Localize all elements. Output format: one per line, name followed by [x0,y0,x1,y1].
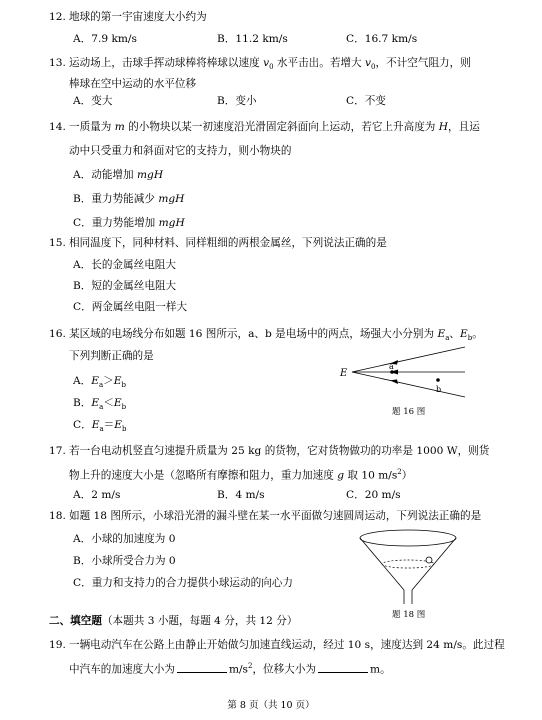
q12-stem [49,10,207,24]
q17-option-b: B．4 m/s [217,489,265,501]
q14-stem-line1 [49,120,480,134]
field-line-top [352,347,465,372]
q13-number: 13. [49,57,66,69]
q17-text-1: 若一台电动机竖直匀速提升质量为 25 kg 的货物，它对货物做功的功率是 1000 W，则货 [69,445,490,457]
Ea-symbol-b: E [91,397,100,409]
funnel-rim [360,530,456,546]
q19-unit-2: m [370,663,381,676]
q19-unit-1: m/s [228,663,248,676]
q16-number: 16. [49,328,66,340]
q12-option-c: C．16.7 km/s [346,33,418,45]
q19-text-2b: ，位移大小为 [252,663,317,676]
q13-text-c: ，不计空气阻力，则 [375,57,471,69]
q18-text: 如题 18 图所示，小球沿光滑的漏斗壁在某一水平面做匀速圆周运动，下列说法正确的是 [69,510,482,522]
q19-stem-line2 [69,659,391,677]
q19-text-1: 一辆电动汽车在公路上由静止开始做匀加速直线运动，经过 10 s，速度达到 24 m/s。此过程 [69,639,505,651]
section-2-note: （本题共 3 小题，每题 4 分，共 12 分） [101,615,298,627]
mgh-symbol-a: mgH [137,169,164,181]
Ea-symbol: E [437,328,446,340]
page-footer: 第 8 页（共 10 页） [227,700,315,711]
q17-stem-line2 [69,465,412,483]
q17-superscript: 2 [397,468,402,476]
section-2-heading [49,614,297,628]
q13-stem-line2: 棒球在空中运动的水平位移 [69,78,197,90]
q19-superscript: 2 [248,662,253,670]
eq-sign: ＝ [103,419,115,431]
v0-subscript-2: 0 [371,63,376,72]
q14-text-b: 的小物块以某一初速度沿光滑固定斜面向上运动，若它上升高度为 [128,121,436,133]
q18-number: 18. [49,510,66,522]
q14-option-c [73,216,185,230]
q16-text-b: 、 [449,328,460,340]
Eb-symbol-b: E [113,397,122,409]
q13-option-b: B．变小 [217,95,257,107]
v0-subscript: 0 [269,63,274,72]
q17-number: 17. [49,445,66,457]
lt-sign: ＜ [103,397,114,409]
Eb-subscript-a: b [121,381,126,390]
mgh-symbol-c: mgH [158,217,185,229]
q19-number: 19. [49,639,66,651]
point-b-dot [436,378,440,382]
q15-text: 相同温度下，同种材料、同样粗细的两根金属丝，下列说法正确的是 [69,237,387,249]
q19-text-2c: 。 [380,663,391,676]
Ea-subscript-b: a [99,403,104,412]
q13-text-b: 水平击出。若增大 [276,57,362,69]
q18-option-c: C．重力和支持力的合力提供小球运动的向心力 [73,577,293,589]
figure-16-caption: 题 16 图 [392,407,426,417]
m-symbol: m [114,121,125,133]
q14-text-a: 一质量为 [69,121,112,133]
q14-option-b-text: B．重力势能减少 [73,193,155,205]
Eb-symbol-c: E [114,419,122,431]
q16-stem-line2: 下列判断正确的是 [69,350,154,362]
q14-option-c-text: C．重力势能增加 [73,217,156,229]
Eb-subscript: b [467,334,473,343]
q17-text-2a: 物上升的速度大小是（忽略所有摩擦和阻力，重力加速度 [69,469,334,482]
q17-text-2b: 取 10 m/s [347,469,398,482]
Eb-subscript-c: b [121,425,127,434]
mgh-symbol-b: mgH [158,193,185,205]
gt-sign: ＞ [103,375,114,387]
q16-option-c [73,418,126,436]
q16-option-c-label: C． [73,419,92,431]
figure-18-caption: 题 18 图 [392,610,426,620]
q13-option-a: A．变大 [73,95,113,107]
Ea-subscript: a [445,334,450,343]
point-a-label: a [389,362,394,371]
g-symbol: g [337,469,345,482]
q17-text-2c: ） [401,469,413,482]
arrow-head-bottom [390,379,398,384]
q13-option-c: C．不变 [346,95,386,107]
q16-option-b [73,396,126,414]
Eb-symbol: E [459,328,468,340]
q15-number: 15. [49,237,66,249]
q12-option-a: A．7.9 km/s [73,33,137,45]
q14-text-c: ，且运 [448,121,480,133]
q19-answer-blank-1[interactable] [177,661,227,673]
q15-option-b: B．短的金属丝电阻大 [73,280,177,292]
ball [426,557,432,563]
q14-stem-line2: 动中只受重力和斜面对它的支持力，则小物块的 [69,145,292,157]
q14-option-b [73,192,184,206]
Eb-symbol-a: E [113,375,122,387]
q13-text-a: 运动场上，击球手挥动球棒将棒球以速度 [69,57,260,69]
q18-option-a: A．小球的加速度为 0 [73,533,176,545]
field-line-bottom [352,372,465,397]
H-symbol: H [438,121,449,133]
q15-option-a: A．长的金属丝电阻大 [73,259,176,271]
figure-18-funnel [355,528,465,620]
q16-text-a: 某区域的电场线分布如题 16 图所示，a、b 是电场中的两点，场强大小分别为 [69,328,435,340]
q18-stem [49,509,481,523]
q18-option-b: B．小球所受合力为 0 [73,555,176,567]
q16-text-c: 。 [472,328,483,340]
q17-option-c: C．20 m/s [346,489,401,501]
figure-16-electric-field [330,342,470,422]
Ea-subscript-c: a [99,425,104,434]
q14-number: 14. [49,121,66,133]
Ea-subscript-a: a [98,381,104,390]
q15-option-c: C．两金属丝电阻一样大 [73,301,188,313]
q17-option-a: A．2 m/s [73,489,121,501]
q14-option-a-text: A．动能增加 [73,169,134,181]
q19-answer-blank-2[interactable] [318,661,368,673]
q12-number: 12. [49,11,66,23]
section-2-title: 二、填空题 [49,615,102,627]
q19-stem-line1 [49,638,505,652]
q16-option-b-label: B． [73,397,92,409]
q19-text-2a: 中汽车的加速度大小为 [69,663,175,676]
point-b-label: b [436,385,442,394]
q15-stem [49,236,387,250]
q12-text: 地球的第一宇宙速度大小约为 [69,11,207,23]
q14-option-a [73,168,163,182]
v0-symbol: v [263,57,270,69]
q16-option-a-label: A． [73,375,92,387]
Ea-symbol-c: E [91,419,100,431]
q17-stem-line1 [49,444,489,458]
field-label-E: E [340,368,348,379]
q12-option-b: B．11.2 km/s [217,33,288,45]
Ea-symbol-a: E [91,375,99,387]
q13-stem-line1 [49,56,471,74]
Eb-subscript-b: b [121,403,127,412]
v0-symbol-2: v [365,57,372,69]
q16-option-a [73,374,126,392]
